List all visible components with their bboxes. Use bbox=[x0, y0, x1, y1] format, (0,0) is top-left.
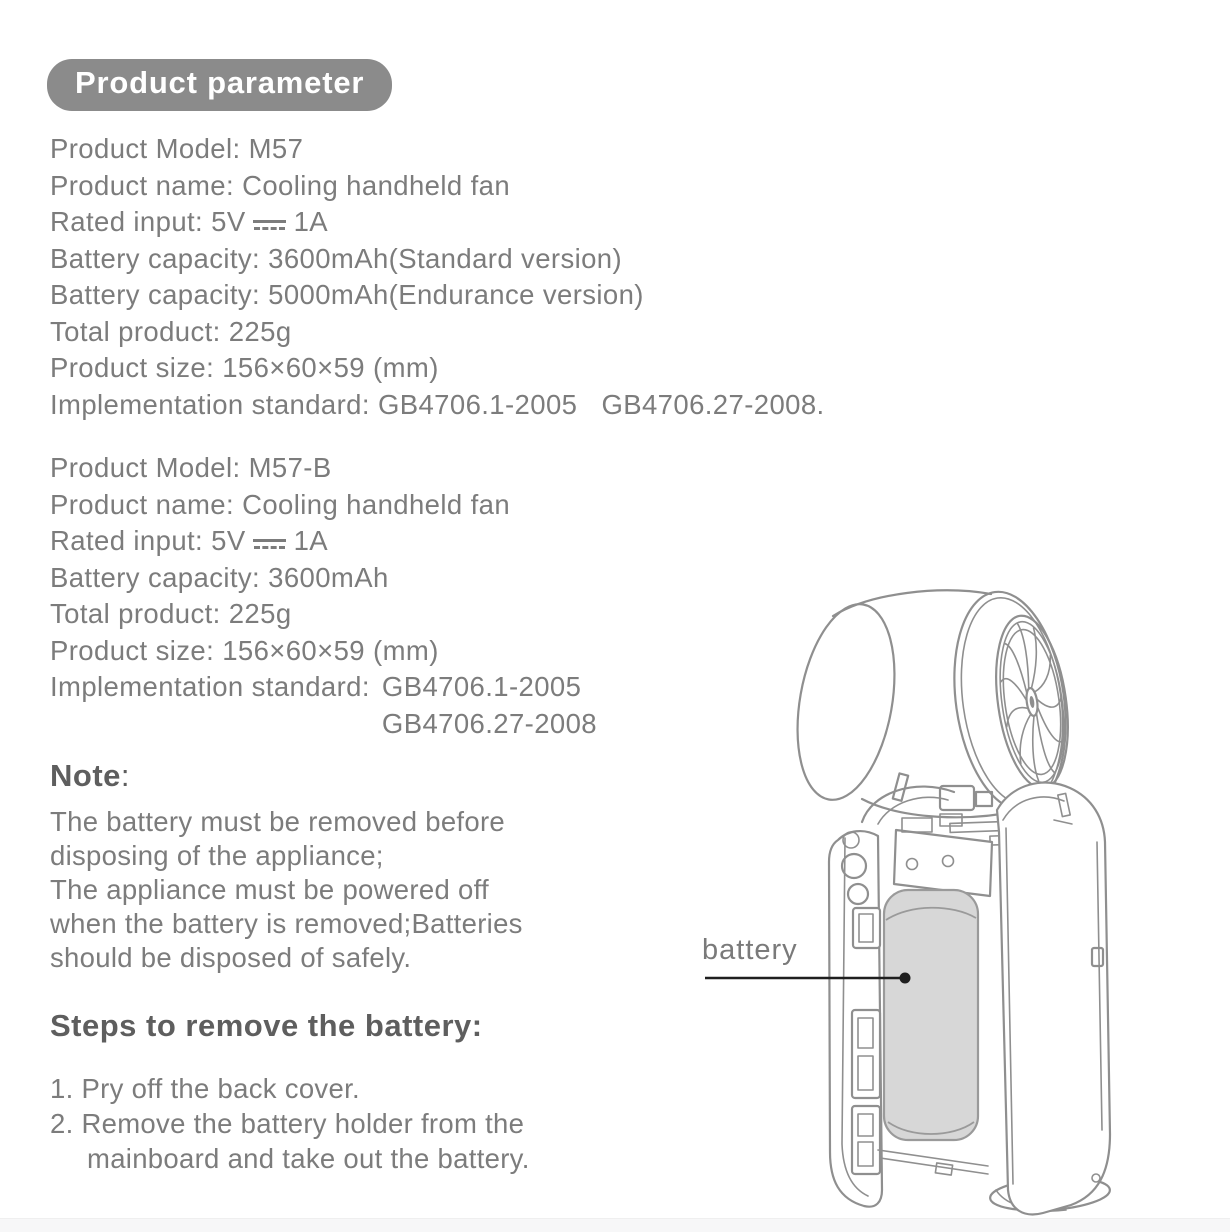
spec-weight: Total product: 225g bbox=[50, 598, 292, 629]
spec-weight: Total product: 225g bbox=[50, 315, 292, 347]
battery-callout-label: battery bbox=[702, 934, 798, 966]
note-heading-word: Note bbox=[50, 758, 121, 793]
rated-input-suffix: 1A bbox=[293, 525, 329, 556]
note-line: disposing of the appliance; bbox=[50, 840, 384, 871]
note-section bbox=[50, 758, 523, 975]
standard-value-1: GB4706.1-2005 bbox=[381, 671, 582, 702]
note-heading-colon: : bbox=[120, 758, 131, 793]
spec-block-m57b bbox=[50, 450, 597, 742]
spec-battery-endurance: Battery capacity: 5000mAh(Endurance version) bbox=[50, 279, 644, 310]
step-line: 1. Pry off the back cover. bbox=[50, 1073, 360, 1104]
spec-model: Product Model: M57 bbox=[50, 133, 304, 164]
note-heading bbox=[50, 758, 523, 794]
note-line: The appliance must be powered off bbox=[50, 874, 489, 905]
spec-name: Product name: Cooling handheld fan bbox=[50, 488, 511, 520]
note-line: should be disposed of safely. bbox=[50, 942, 412, 973]
spec-implementation-standard: Implementation standard: GB4706.1-2005 GB4706.27-2008. bbox=[50, 388, 825, 420]
standard-values bbox=[382, 669, 597, 742]
spec-rated-input bbox=[50, 523, 597, 560]
rated-input-prefix: Rated input: 5V bbox=[50, 525, 246, 556]
connector-blocks bbox=[852, 908, 880, 1174]
battery-shape bbox=[884, 890, 978, 1140]
note-line: The battery must be removed before bbox=[50, 806, 506, 837]
step-line-continuation: mainboard and take out the battery. bbox=[87, 1143, 530, 1174]
section-badge-product-parameter: Product parameter bbox=[47, 59, 392, 111]
rated-input-prefix: Rated input: 5V bbox=[50, 206, 246, 237]
page-edge-strip bbox=[0, 1218, 1230, 1232]
fan-exploded-illustration bbox=[640, 578, 1130, 1226]
note-body bbox=[50, 805, 523, 975]
step-line: 2. Remove the battery holder from the bbox=[50, 1108, 525, 1139]
dc-voltage-icon bbox=[253, 535, 286, 553]
mainboard bbox=[894, 814, 992, 896]
standard-value-2: GB4706.27-2008 bbox=[381, 707, 597, 739]
standard-label: Implementation standard: bbox=[50, 671, 370, 702]
spec-implementation-standard bbox=[50, 669, 597, 742]
rated-input-suffix: 1A bbox=[293, 206, 329, 237]
dc-voltage-icon bbox=[253, 216, 286, 234]
back-cover bbox=[997, 783, 1110, 1215]
steps-section bbox=[50, 1008, 530, 1176]
spec-block-m57 bbox=[50, 131, 825, 423]
spec-battery: Battery capacity: 3600mAh bbox=[50, 561, 389, 593]
steps-body bbox=[50, 1071, 530, 1176]
battery-bracket bbox=[878, 1150, 988, 1175]
spec-name: Product name: Cooling handheld fan bbox=[50, 169, 511, 201]
spec-battery-standard: Battery capacity: 3600mAh(Standard version) bbox=[50, 242, 623, 274]
spec-model: Product Model: M57-B bbox=[50, 452, 332, 483]
note-line: when the battery is removed;Batteries bbox=[50, 908, 523, 939]
steps-heading: Steps to remove the battery: bbox=[50, 1008, 483, 1043]
spec-rated-input bbox=[50, 204, 825, 241]
spec-size: Product size: 156×60×59 (mm) bbox=[50, 634, 439, 666]
spec-size: Product size: 156×60×59 (mm) bbox=[50, 352, 439, 383]
